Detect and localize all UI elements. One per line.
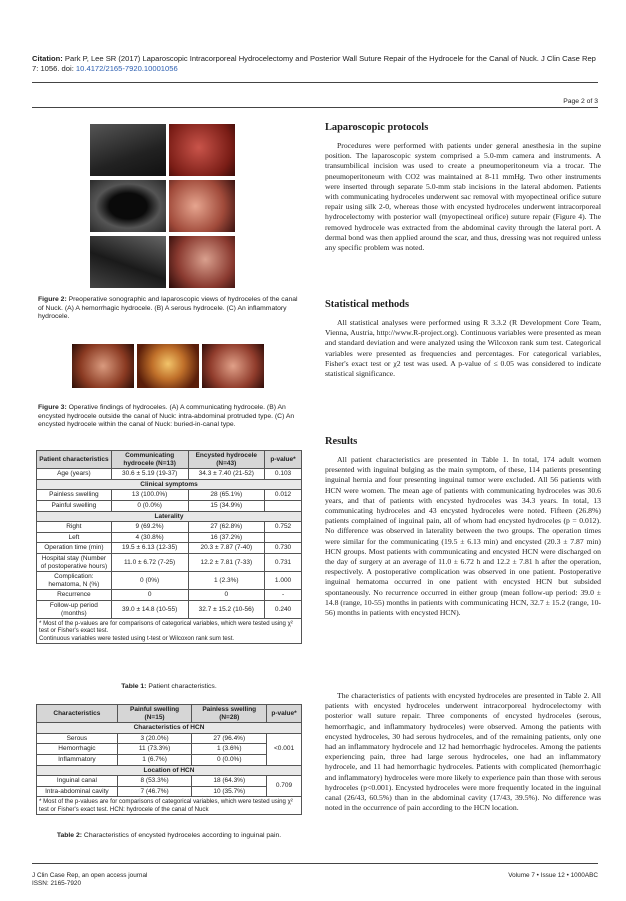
- figure2-caption: Figure 2: Preoperative sonographic and laparoscopic views of hydroceles of the canal of Nuck. (A) A hemorrhagic hydrocele. (B) A serous hydrocele. (C) An inflammatory hydrocele.: [38, 296, 298, 321]
- table-cell: Complication: hematoma, N (%): [37, 572, 112, 590]
- table-cell: 19.5 ± 6.13 (12-35): [111, 543, 188, 554]
- table2-caption: Table 2: Characteristics of encysted hydroceles according to inguinal pain.: [56, 832, 282, 839]
- sonogram-a-image: [90, 124, 166, 176]
- table-row: [37, 532, 302, 543]
- heading-results: Results: [325, 436, 358, 447]
- table-cell: Recurrence: [37, 590, 112, 601]
- operative-b-image: [137, 344, 199, 388]
- table-cell: 30.6 ± 5.19 (19-37): [111, 469, 188, 480]
- table-cell: Left: [37, 532, 112, 543]
- paragraph-results-1: All patient characteristics are presented in Table 1. In total, 174 adult women presented with inguinal bulging as the main symptom, of these, 114 patients presenting inguinal hernia and four presenting inguinal tumor were excluded. All 56 patients with HCN were women. The mean age of patients with communicating hydroceles was 30.6 years, and that of patients with encysted hydroceles was 34.3 years. In total, 13 communicating hydroceles and 43 encysted hydroceles were noted. Fifteen (26.8%) patients complained of inguinal pain, all of whom had encysted hydroceles (p = 0.012). No difference was observed in laterality between the two groups. The operation times were similar for the communicating (19.5 ± 6.13 min) and encysted (20.3 ± 7.87 min) HCN groups. Most patients with communicating and encysted HCN were discharged on the day of surgery at an average of 11.0 ± 6.72 h and 12.2 ± 7.81 h after the operation, respectively. A postoperative complication was observed in one patient. Postoperative inguinal hematoma occurred in one patient with encysted HCN but subsided spontaneously. No recurrence occurred in either group (mean follow-up period: 39.0 ± 14.8 (range, 10-55) months in patients with communicating HCN, 32.7 ± 15.2 (range, 10-56) months in patients with encysted HCN).: [325, 455, 601, 618]
- table-cell: 0: [111, 590, 188, 601]
- table-cell: 15 (34.9%): [188, 500, 265, 511]
- heading-statistical: Statistical methods: [325, 299, 409, 310]
- table-cell: Right: [37, 522, 112, 533]
- table-cell: Operation time (min): [37, 543, 112, 554]
- table1-header: p-value*: [265, 451, 302, 469]
- table2-section: Characteristics of HCN: [37, 723, 302, 734]
- sonogram-c-image: [90, 236, 166, 288]
- table-cell: 39.0 ± 14.8 (10-55): [111, 600, 188, 618]
- table-row: [37, 553, 302, 571]
- table-cell: 11.0 ± 6.72 (7-25): [111, 553, 188, 571]
- table-section-row: [37, 511, 302, 522]
- table-row: [37, 500, 302, 511]
- table-cell: Painful swelling: [37, 500, 112, 511]
- table-row: Inflammatory 1 (6.7%) 0 (0.0%): [37, 754, 302, 765]
- table-cell: 12.2 ± 7.81 (7-33): [188, 553, 265, 571]
- table1-header: Communicating hydrocele (N=13): [111, 451, 188, 469]
- table-row: [37, 590, 302, 601]
- paragraph-results-2: The characteristics of patients with encysted hydroceles are presented in Table 2. All patients with encysted hydroceles underwent intracorporeal hydrocelectomy with posterior wall suture repair. Three components of encysted hydroceles (serous, hemorrhagic, and inflammatory hydroceles) were observed. Among the patients with encysted hydroceles, 30 had serous hydroceles, and of the remaining patients, only one had an inflammatory hydrocele and 12 had hemorrhagic hydroceles. Among the patients experiencing pain, three had large serous hydroceles, one had an inflammatory hydrocele, and 11 had hemorrhagic hydroceles. Patients with complicated (hemorrhagic and inflammatory) hydroceles were more likely to experience pain than those with serous hydroceles (p<0.001). Encysted hydroceles were more frequently located in the inguinal canal (26/43, 60.5%) than in the abdominal cavity (17/43, 39.5%). No difference was noted in the occurrence of pain according to the HCN location.: [325, 691, 601, 813]
- table-cell: Painless swelling: [37, 490, 112, 501]
- table-cell: 28 (65.1%): [188, 490, 265, 501]
- table-cell: -: [265, 590, 302, 601]
- table-row: [37, 522, 302, 533]
- table-cell: [265, 532, 302, 543]
- table-cell: 0: [188, 590, 265, 601]
- table-cell: 0.731: [265, 553, 302, 571]
- operative-a-image: [72, 344, 134, 388]
- table-cell: 0.103: [265, 469, 302, 480]
- table-cell: 34.3 ± 7.40 (21-52): [188, 469, 265, 480]
- footer-journal: J Clin Case Rep, an open access journal ISSN: 2165-7920: [32, 872, 148, 887]
- table-cell: Hospital stay (Number of postoperative hours): [37, 553, 112, 571]
- laparoscopic-b-image: [169, 180, 235, 232]
- table-row: [37, 490, 302, 501]
- table-cell: 0 (0%): [111, 572, 188, 590]
- citation-text: Park P, Lee SR (2017) Laparoscopic Intracorporeal Hydrocelectomy and Posterior Wall Suture Repair of the Hydrocele for the Canal of Nuck. J Clin Case Rep 7: 1056. doi:: [32, 54, 596, 73]
- laparoscopic-c-image: [169, 236, 235, 288]
- table-cell: 27 (62.8%): [188, 522, 265, 533]
- table-cell: 4 (30.8%): [111, 532, 188, 543]
- paragraph-laparoscopic: Procedures were performed with patients under general anesthesia in the supine position. The laparoscopic system comprised a 5.0-mm camera and instruments. A transumbilical incision was used to create a pneumoperitoneum via a trocar. The pneumoperitoneum with CO2 was maintained at 8-11 mmHg. Two other instruments were inserted through separate 5.0-mm stab incisions in the lateral abdomen. Patients with communicating hydroceles underwent sac removal with myopectineal orifice suture repair using silk 2-0, whereas those with encysted hydroceles underwent intracorporeal hydrocelectomy with posterior wall (myopectineal orifice) suture repair (Figure 4). The removed hydrocele was extracted from the abdominal cavity through the lateral port. A dermal bond was then applied around the scar, and thus, dressing was not required unless any specific problem was noted.: [325, 141, 601, 253]
- table1-header: Encysted hydrocele (N=43): [188, 451, 265, 469]
- table-row: Intra-abdominal cavity 7 (46.7%) 10 (35.7%): [37, 786, 302, 797]
- table-cell: 20.3 ± 7.87 (7-40): [188, 543, 265, 554]
- figure3-caption: Figure 3: Operative findings of hydroceles. (A) A communicating hydrocele. (B) An encysted hydrocele outside the canal of Nuck: intra-abdominal protruded type. (C) An encysted hydrocele within the canal of Nuck: buried-in-canal type.: [38, 404, 295, 429]
- table-section-row: [37, 479, 302, 490]
- table2-footnote: * Most of the p-values are for comparisons of categorical variables, which were tested using χ² test or Fisher's exact test. HCN: hydrocele of the canal of Nuck: [37, 797, 302, 814]
- sonogram-b-image: [90, 180, 166, 232]
- citation-label: Citation:: [32, 54, 63, 63]
- footer-rule: [32, 863, 598, 864]
- table-section-label: Laterality: [37, 511, 302, 522]
- table2-header: p-value*: [267, 705, 302, 723]
- table2-header: Painless swelling (N=28): [192, 705, 267, 723]
- header-rule-2: [32, 107, 598, 108]
- table-row: [37, 543, 302, 554]
- table2: [36, 704, 302, 815]
- operative-c-image: [202, 344, 264, 388]
- table-cell: [265, 500, 302, 511]
- table-cell: 9 (69.2%): [111, 522, 188, 533]
- table1-header: Patient characteristics: [37, 451, 112, 469]
- table-cell: 0.730: [265, 543, 302, 554]
- table-row: Inguinal canal 8 (53.3%) 18 (64.3%) 0.709: [37, 776, 302, 787]
- table1: [36, 450, 302, 644]
- table2-section: Location of HCN: [37, 765, 302, 776]
- header-rule: [32, 82, 598, 83]
- table-row: [37, 600, 302, 618]
- table-cell: 0 (0.0%): [111, 500, 188, 511]
- table-row: Serous 3 (20.0%) 27 (96.4%) <0.001: [37, 733, 302, 744]
- table-row: [37, 469, 302, 480]
- footer-volume: Volume 7 • Issue 12 • 1000ABC: [508, 872, 598, 879]
- table-cell: Age (years): [37, 469, 112, 480]
- paragraph-statistical: All statistical analyses were performed using R 3.3.2 (R Development Core Team, Vienna, Austria, http://www.R-project.org). Continuous variables were presented as mean and standard deviation and were analyzed using the Wilcoxon rank sum test. Categorical variables were presented as frequencies and percentages. For categorical variables, Fisher's exact test or χ2 test was used. A p-value of ≤ 0.05 was considered to indicate statistical significance.: [325, 318, 601, 379]
- table2-header: Characteristics: [37, 705, 118, 723]
- table-cell: 16 (37.2%): [188, 532, 265, 543]
- table2-p1: <0.001: [267, 733, 302, 765]
- table-row: Hemorrhagic 11 (73.3%) 1 (3.6%): [37, 744, 302, 755]
- table1-caption: Table 1: Patient characteristics.: [121, 683, 217, 690]
- table-cell: Follow-up period (months): [37, 600, 112, 618]
- table1-footnote: * Most of the p-values are for comparisons of categorical variables, which were tested using χ² test or Fisher's exact test. Continuous variables were tested using t-test or Wilcoxon rank sum test.: [37, 619, 302, 644]
- citation: [32, 54, 598, 74]
- table-cell: 0.240: [265, 600, 302, 618]
- table-cell: 1 (2.3%): [188, 572, 265, 590]
- table-cell: 0.752: [265, 522, 302, 533]
- table-cell: 32.7 ± 15.2 (10-56): [188, 600, 265, 618]
- table-section-label: Clinical symptoms: [37, 479, 302, 490]
- table2-header: Painful swelling (N=15): [117, 705, 192, 723]
- table-cell: 13 (100.0%): [111, 490, 188, 501]
- table-cell: 1.000: [265, 572, 302, 590]
- page-number: Page 2 of 3: [563, 98, 598, 105]
- laparoscopic-a-image: [169, 124, 235, 176]
- table2-p2: 0.709: [267, 776, 302, 797]
- heading-laparoscopic: Laparoscopic protocols: [325, 122, 429, 133]
- table-cell: 0.012: [265, 490, 302, 501]
- table-row: [37, 572, 302, 590]
- doi-link[interactable]: 10.4172/2165-7920.10001056: [75, 64, 178, 73]
